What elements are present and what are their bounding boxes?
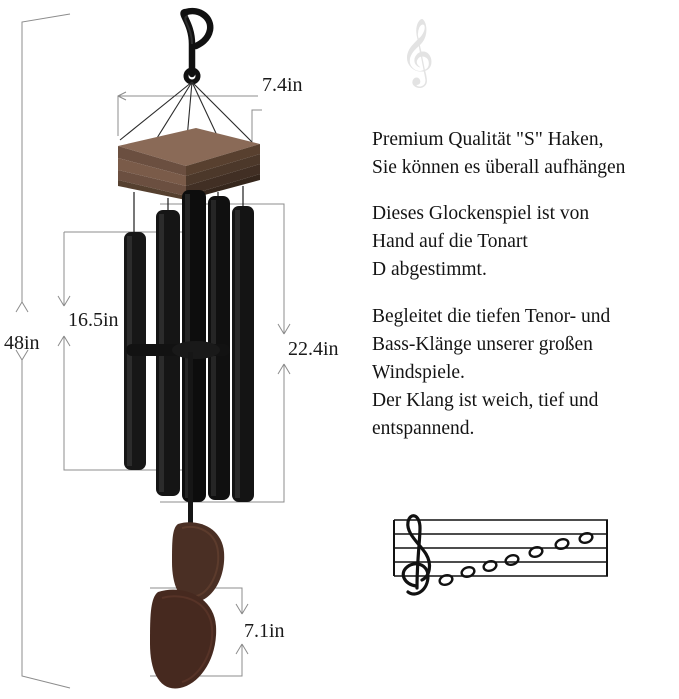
treble-clef-icon: 𝄞 (400, 17, 435, 85)
music-staff-illustration (386, 500, 616, 610)
paragraph-sound-line-3: Windspiele. (372, 362, 465, 383)
paragraph-sound-line-1: Begleitet die tiefen Tenor- und (372, 306, 611, 327)
paragraph-hook-line-2: Sie können es überall aufhängen (372, 157, 626, 178)
wind-sail-strikers (150, 522, 224, 688)
wooden-top-plate (118, 128, 260, 200)
music-staff-drawing (386, 500, 616, 610)
s-hook (184, 11, 211, 82)
dimension-striker: 7.1in (244, 620, 285, 642)
dimension-top-width: 7.4in (262, 74, 303, 96)
paragraph-tuning-line-3: D abgestimmt. (372, 259, 487, 280)
paragraph-sound (372, 303, 679, 443)
dimension-longest-tube: 22.4in (288, 338, 339, 360)
paragraph-hook (372, 126, 679, 182)
paragraph-tuning (372, 200, 679, 284)
paragraph-tuning-line-1: Dieses Glockenspiel ist von (372, 203, 590, 224)
dimension-middle-tube: 16.5in (68, 309, 119, 331)
dimension-total-height: 48in (4, 332, 40, 354)
paragraph-tuning-line-2: Hand auf die Tonart (372, 231, 528, 252)
paragraph-sound-line-2: Bass-Klänge unserer großen (372, 334, 593, 355)
staff-treble-clef-icon (403, 516, 429, 594)
description-column (372, 0, 679, 699)
paragraph-hook-line-1: Premium Qualität "S" Haken, (372, 129, 604, 150)
paragraph-sound-line-5: entspannend. (372, 418, 475, 439)
paragraph-sound-line-4: Der Klang ist weich, tief und (372, 390, 599, 411)
staff-notes (438, 532, 593, 587)
